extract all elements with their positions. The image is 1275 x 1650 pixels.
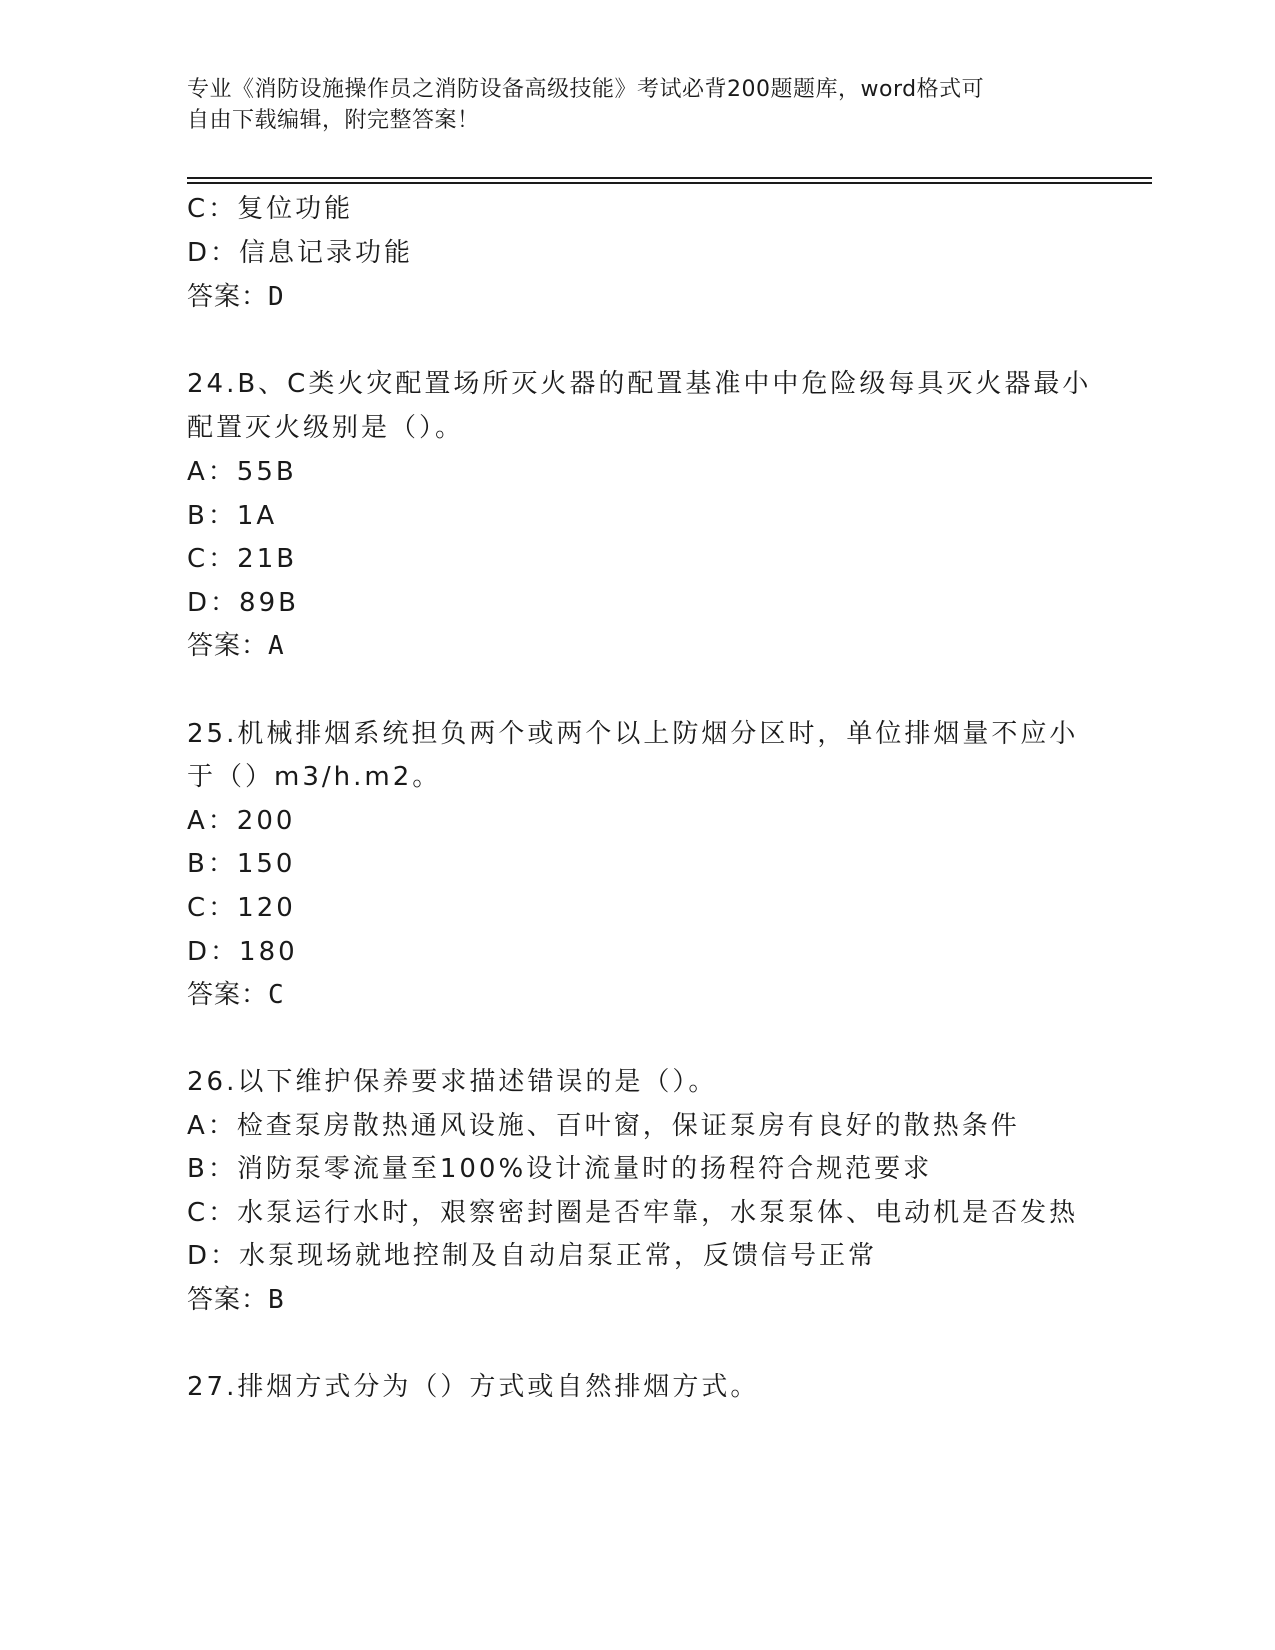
option-b-q24: B：1A <box>187 501 278 531</box>
option-d-q25: D：180 <box>187 937 298 967</box>
option-a-q24: A：55B <box>187 457 297 487</box>
option-d-q26: D：水泵现场就地控制及自动启泵正常，反馈信号正常 <box>187 1241 878 1271</box>
header-line-1: 专业《消防设施操作员之消防设备高级技能》考试必背200题题库，word格式可 <box>187 77 985 102</box>
option-c-q23: C：复位功能 <box>187 194 354 224</box>
question-25-line-1: 25.机械排烟系统担负两个或两个以上防烟分区时，单位排烟量不应小 <box>187 719 1079 749</box>
option-b-q26: B：消防泵零流量至100%设计流量时的扬程符合规范要求 <box>187 1154 933 1184</box>
option-c-q25: C：120 <box>187 893 296 923</box>
question-25-line-2: 于（）m3/h.m2。 <box>187 762 442 792</box>
question-26: 26.以下维护保养要求描述错误的是（）。 <box>187 1067 718 1097</box>
option-c-q24: C：21B <box>187 544 298 574</box>
question-27: 27.排烟方式分为（）方式或自然排烟方式。 <box>187 1372 760 1402</box>
option-c-q26: C：水泵运行水时，艰察密封圈是否牢靠，水泵泵体、电动机是否发热 <box>187 1198 1079 1228</box>
option-d-q24: D：89B <box>187 588 299 618</box>
option-d-q23: D：信息记录功能 <box>187 238 414 268</box>
question-24-line-2: 配置灭火级别是（）。 <box>187 413 465 443</box>
header-divider-top <box>187 177 1152 179</box>
option-b-q25: B：150 <box>187 849 296 879</box>
answer-q26: 答案：B <box>187 1285 285 1315</box>
question-24-line-1: 24.B、C类火灾配置场所灭火器的配置基准中中危险级每具灭火器最小 <box>187 369 1092 399</box>
answer-q23: 答案：D <box>187 282 285 312</box>
header-divider-bottom <box>187 182 1152 184</box>
header-line-2: 自由下载编辑，附完整答案！ <box>187 108 480 133</box>
option-a-q26: A：检查泵房散热通风设施、百叶窗，保证泵房有良好的散热条件 <box>187 1111 1020 1141</box>
document-header <box>187 74 1067 136</box>
option-a-q25: A：200 <box>187 806 296 836</box>
answer-q25: 答案：C <box>187 980 285 1010</box>
answer-q24: 答案：A <box>187 631 285 661</box>
